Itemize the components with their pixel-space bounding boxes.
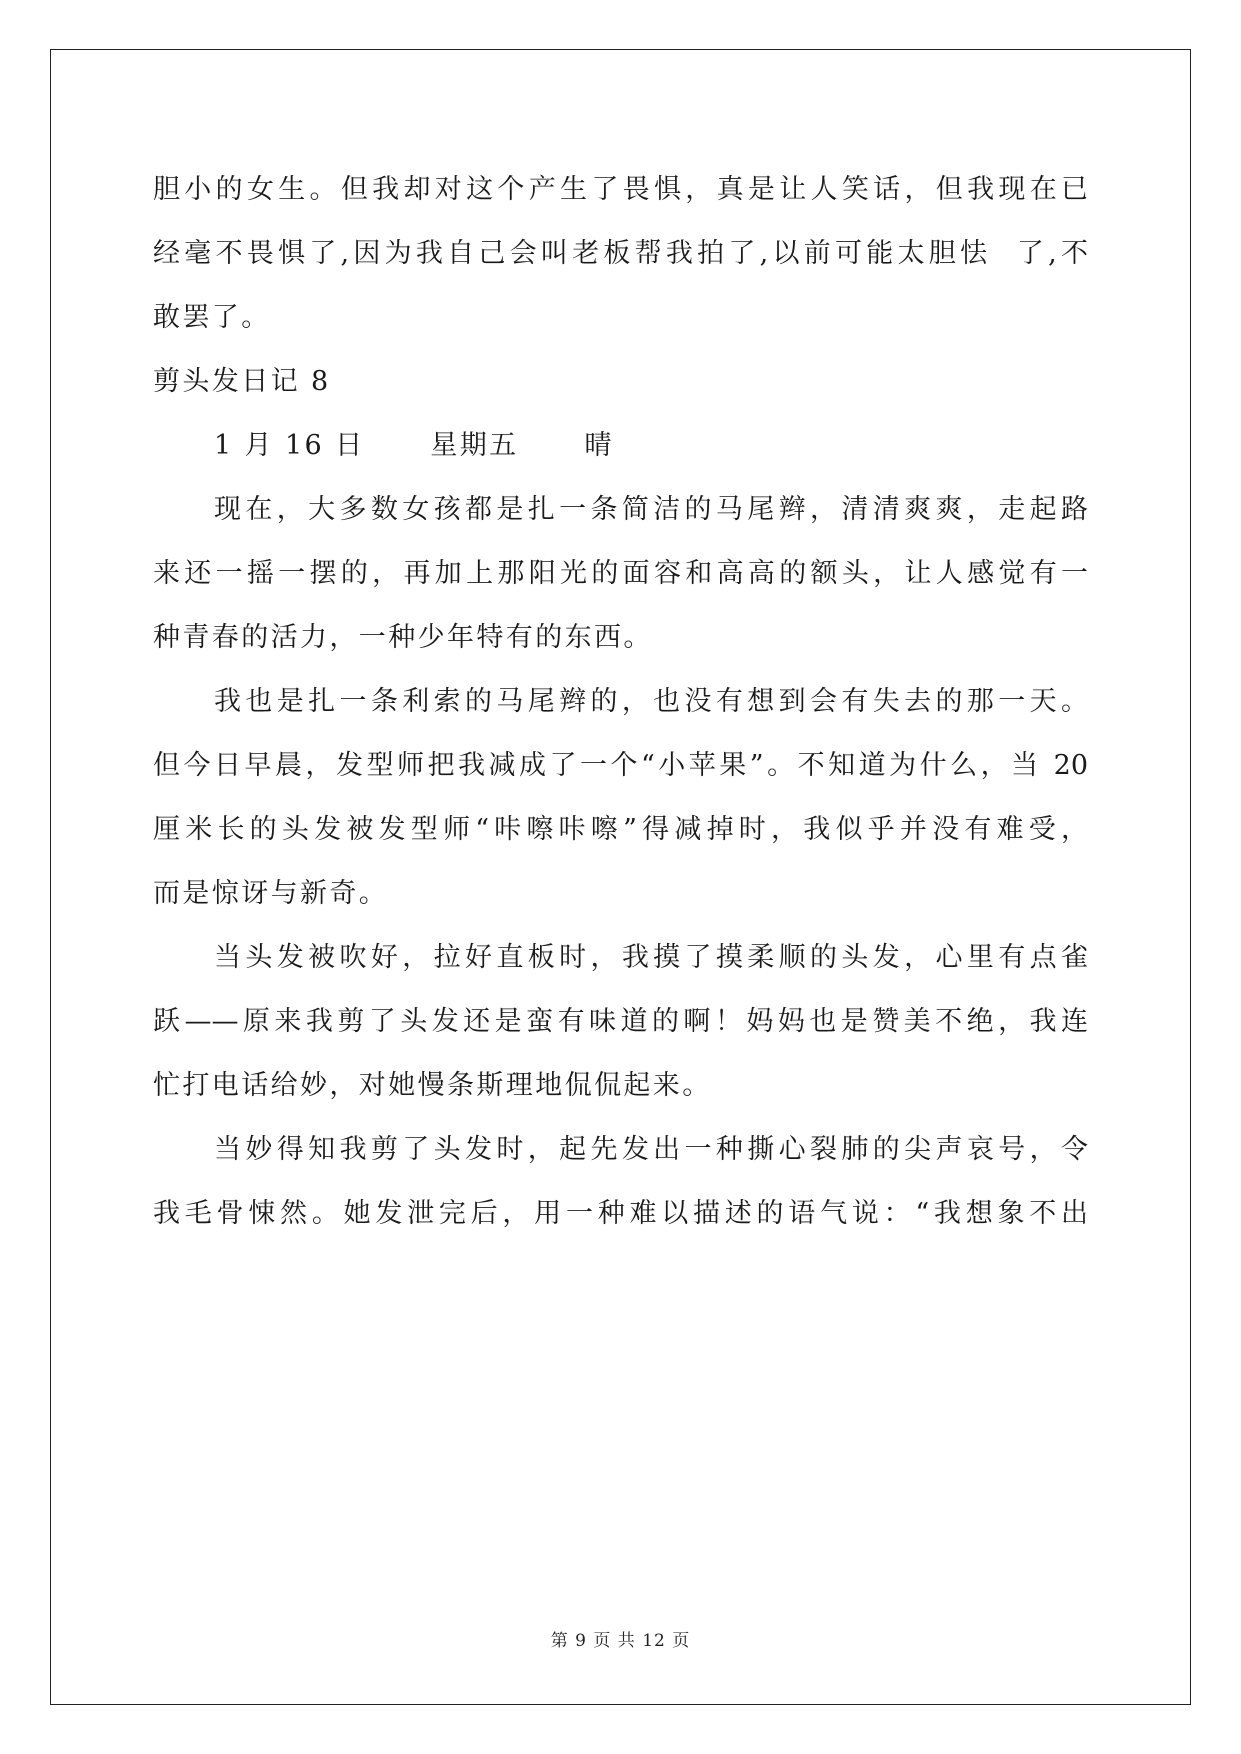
- paragraph-line: 来还一摇一摆的，再加上那阳光的面容和高高的额头，让人感觉有一: [153, 558, 1088, 589]
- paragraph-line: 敢罢了。: [153, 302, 271, 333]
- paragraph-line: 而是惊讶与新奇。: [153, 878, 389, 909]
- paragraph-line: 厘米长的头发被发型师“咔嚓咔嚓”得减掉时，我似乎并没有难受，: [153, 814, 1088, 845]
- paragraph-line: 但今日早晨，发型师把我减成了一个“小苹果”。不知道为什么，当 20: [153, 750, 1088, 781]
- document-body: [153, 158, 1088, 1246]
- section-heading: 剪头发日记 8: [153, 366, 331, 397]
- page-number-footer: 第 9 页 共 12 页: [550, 1631, 691, 1651]
- paragraph-line: 当妙得知我剪了头发时，起先发出一种撕心裂肺的尖声哀号，令: [214, 1134, 1088, 1165]
- paragraph-line: 我也是扎一条利索的马尾辫的，也没有想到会有失去的那一天。: [214, 686, 1088, 717]
- paragraph-line: 胆小的女生。但我却对这个产生了畏惧，真是让人笑话，但我现在已: [153, 174, 1088, 205]
- paragraph-line: 忙打电话给妙，对她慢条斯理地侃侃起来。: [153, 1070, 712, 1101]
- date-line: 1 月 16 日 星期五 晴: [214, 430, 614, 461]
- paragraph-line: 跃——原来我剪了头发还是蛮有味道的啊！妈妈也是赞美不绝，我连: [153, 1006, 1088, 1037]
- paragraph-line: 经毫不畏惧了,因为我自己会叫老板帮我拍了,以前可能太胆怯 了,不: [153, 238, 1088, 269]
- paragraph-line: 当头发被吹好，拉好直板时，我摸了摸柔顺的头发，心里有点雀: [214, 942, 1088, 973]
- paragraph-line: 现在，大多数女孩都是扎一条简洁的马尾辫，清清爽爽，走起路: [214, 494, 1088, 525]
- paragraph-line: 我毛骨悚然。她发泄完后，用一种难以描述的语气说：“我想象不出: [153, 1198, 1088, 1229]
- paragraph-line: 种青春的活力，一种少年特有的东西。: [153, 622, 653, 653]
